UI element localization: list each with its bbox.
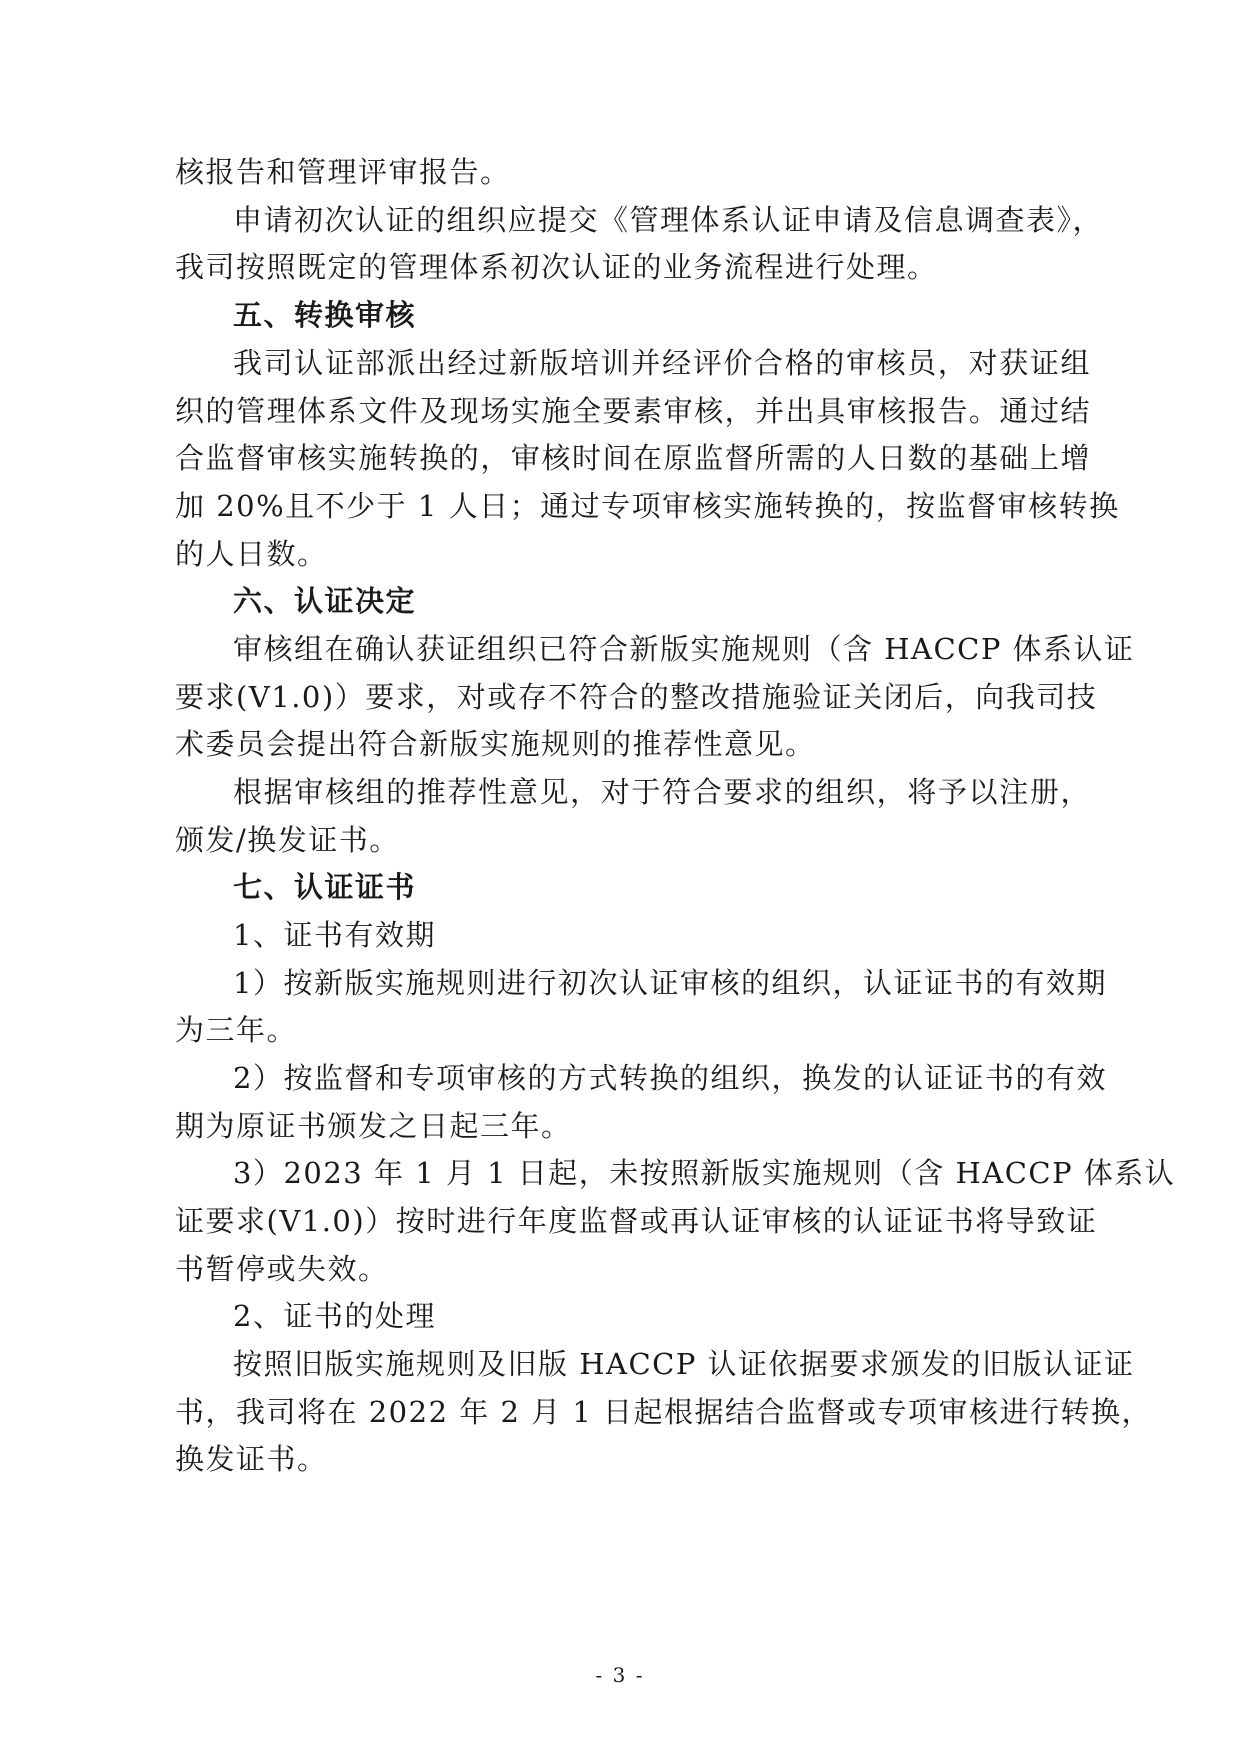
text-line: 根据审核组的推荐性意见，对于符合要求的组织，将予以注册， xyxy=(233,775,1091,809)
text-line: 1）按新版实施规则进行初次认证审核的组织，认证证书的有效期 xyxy=(233,966,1107,1000)
text-line: 审核组在确认获证组织已符合新版实施规则（含 HACCP 体系认证 xyxy=(233,632,1135,666)
section-heading-7: 七、认证证书 xyxy=(233,870,417,904)
text-line: 期为原证书颁发之日起三年。 xyxy=(175,1109,572,1143)
text-line: 我司按照既定的管理体系初次认证的业务流程进行处理。 xyxy=(175,250,938,284)
text-line: 我司认证部派出经过新版培训并经评价合格的审核员，对获证组 xyxy=(233,346,1091,380)
subsection-heading: 1、证书有效期 xyxy=(233,918,436,952)
text-line: 书暂停或失效。 xyxy=(175,1252,389,1286)
text-line: 书，我司将在 2022 年 2 月 1 日起根据结合监督或专项审核进行转换， xyxy=(175,1395,1153,1429)
text-line: 3）2023 年 1 月 1 日起，未按照新版实施规则（含 HACCP 体系认 xyxy=(233,1156,1176,1190)
text-line: 2）按监督和专项审核的方式转换的组织，换发的认证证书的有效 xyxy=(233,1061,1107,1095)
text-line: 证要求(V1.0)）按时进行年度监督或再认证审核的认证证书将导致证 xyxy=(175,1204,1098,1238)
subsection-heading: 2、证书的处理 xyxy=(233,1299,436,1333)
text-line: 颁发/换发证书。 xyxy=(175,823,400,857)
section-heading-5: 五、转换审核 xyxy=(233,298,417,332)
text-line: 的人日数。 xyxy=(175,537,328,571)
text-line: 申请初次认证的组织应提交《管理体系认证申请及信息调查表》， xyxy=(233,203,1104,237)
text-line: 按照旧版实施规则及旧版 HACCP 认证依据要求颁发的旧版认证证 xyxy=(233,1347,1135,1381)
text-line: 换发证书。 xyxy=(175,1442,328,1476)
text-line: 要求(V1.0)）要求，对或存不符合的整改措施验证关闭后，向我司技 xyxy=(175,680,1098,714)
text-line: 为三年。 xyxy=(175,1013,298,1047)
page-number: - 3 - xyxy=(595,1663,645,1687)
text-line: 织的管理体系文件及现场实施全要素审核，并出具审核报告。通过结 xyxy=(175,394,1091,428)
text-line: 核报告和管理评审报告。 xyxy=(175,155,511,189)
text-line: 加 20%且不少于 1 人日；通过专项审核实施转换的，按监督审核转换 xyxy=(175,489,1120,523)
text-line: 合监督审核实施转换的，审核时间在原监督所需的人日数的基础上增 xyxy=(175,441,1091,475)
section-heading-6: 六、认证决定 xyxy=(233,584,417,618)
text-line: 术委员会提出符合新版实施规则的推荐性意见。 xyxy=(175,727,816,761)
